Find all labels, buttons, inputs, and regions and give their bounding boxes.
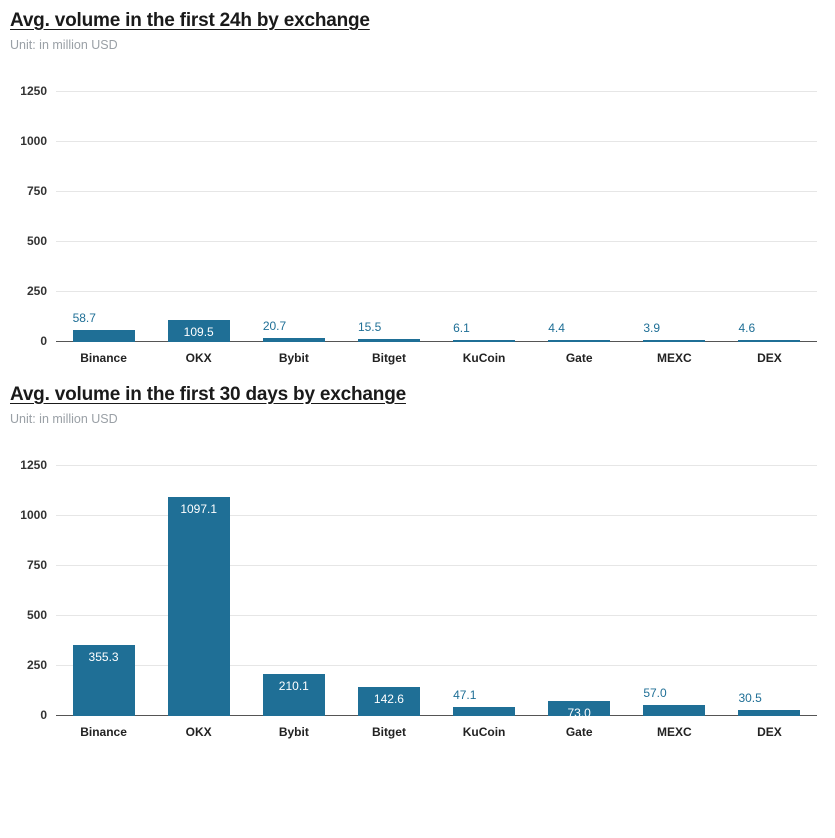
bar-slot (437, 446, 532, 739)
bar-slot (151, 446, 246, 739)
bar-value-label: 142.6 (373, 692, 404, 707)
x-axis-tick-label: Gate (565, 351, 593, 365)
page-title: Avg. volume in the first 24h by exchange (10, 10, 370, 31)
y-axis-tick-label: 250 (26, 658, 47, 672)
x-axis-tick-label: OKX (185, 351, 212, 365)
bar-binance[interactable] (73, 645, 135, 716)
x-axis-tick-label: KuCoin (462, 351, 506, 365)
bar-value-label: 47.1 (453, 687, 477, 702)
y-axis-tick-label: 1000 (20, 508, 47, 522)
bar-value-label: 4.4 (548, 321, 565, 335)
plot-wrapper-30d (0, 438, 835, 748)
bar-value-label: 4.6 (738, 321, 756, 335)
plot-area-24h (20, 72, 817, 365)
bar-slot (532, 72, 627, 365)
y-axis-tick-label: 750 (26, 184, 47, 198)
x-axis-tick-label: Bybit (278, 351, 309, 365)
bar-value-label: 210.1 (278, 678, 309, 693)
y-axis-tick-label: 250 (26, 284, 47, 298)
bar-slot (56, 446, 151, 739)
bar-slot (437, 72, 532, 365)
bar-series (56, 72, 817, 365)
bar-value-label: 30.5 (738, 690, 762, 705)
y-axis-tick-label: 1250 (20, 458, 47, 472)
bar-value-label: 58.7 (72, 311, 96, 326)
bar-value-label: 15.5 (357, 319, 382, 334)
x-axis-tick-label: DEX (757, 351, 782, 365)
x-axis-tick-label: MEXC (656, 725, 692, 739)
y-axis-tick-label: 750 (26, 558, 47, 572)
bar-series (56, 446, 817, 739)
x-axis-tick-label: Binance (80, 725, 127, 739)
bar-value-label: 57.0 (643, 685, 667, 700)
chart-subtitle: Unit: in million USD (10, 38, 118, 52)
bar-slot (532, 446, 627, 739)
y-axis-tick-label: 500 (26, 608, 47, 622)
bar-mexc[interactable] (643, 321, 705, 342)
y-axis-tick-label: 1000 (20, 134, 47, 148)
bar-slot (722, 446, 817, 739)
x-axis-tick-label: Bitget (371, 351, 406, 365)
bar-slot (56, 72, 151, 365)
y-axis-tick-label: 0 (40, 334, 47, 348)
bar-okx[interactable] (168, 497, 230, 716)
bar-value-label: 20.7 (262, 318, 287, 333)
chart-block-24h (0, 0, 835, 374)
y-axis-tick-label: 500 (26, 234, 47, 248)
chart-subtitle: Unit: in million USD (10, 412, 118, 426)
bar-kucoin[interactable] (453, 321, 515, 342)
plot-wrapper-24h (0, 64, 835, 374)
x-axis-tick-label: Bitget (371, 725, 406, 739)
bar-bybit[interactable] (262, 318, 325, 342)
bar-slot (341, 72, 436, 365)
bar-value-label: 73.0 (567, 706, 591, 721)
section-title: Avg. volume in the first 30 days by exchange (10, 384, 406, 405)
bar-dex[interactable] (738, 690, 800, 716)
x-axis-tick-label: Bybit (278, 725, 309, 739)
x-axis-tick-label: Binance (80, 351, 127, 365)
x-axis-tick-label: Gate (565, 725, 593, 739)
bar-value-label: 6.1 (453, 321, 470, 335)
bar-value-label: 109.5 (183, 325, 214, 340)
x-axis-tick-label: KuCoin (462, 725, 506, 739)
bar-gate[interactable] (548, 321, 610, 342)
bar-slot (722, 72, 817, 365)
bar-slot (151, 72, 246, 365)
plot-area-30d (20, 446, 817, 739)
y-axis-tick-label: 0 (40, 708, 47, 722)
bar-dex[interactable] (738, 321, 800, 342)
y-axis-tick-label: 1250 (20, 84, 47, 98)
bar-value-label: 1097.1 (180, 501, 218, 516)
bar-kucoin[interactable] (453, 687, 515, 716)
bar-slot (627, 446, 722, 739)
bar-slot (627, 72, 722, 365)
x-axis-tick-label: DEX (757, 725, 782, 739)
bar-binance[interactable] (72, 311, 135, 342)
bar-slot (341, 446, 436, 739)
bar-okx[interactable] (168, 320, 230, 342)
x-axis-tick-label: OKX (185, 725, 212, 739)
bar-mexc[interactable] (643, 685, 705, 716)
x-axis-tick-label: MEXC (656, 351, 692, 365)
bar-gate[interactable] (548, 701, 610, 721)
bar-bitget[interactable] (358, 687, 420, 716)
bar-value-label: 3.9 (643, 321, 660, 335)
bar-slot (246, 72, 341, 365)
bar-bybit[interactable] (263, 674, 325, 716)
chart-block-30d (0, 374, 835, 748)
bar-bitget[interactable] (357, 319, 420, 342)
bar-slot (246, 446, 341, 739)
bar-value-label: 355.3 (88, 649, 119, 664)
